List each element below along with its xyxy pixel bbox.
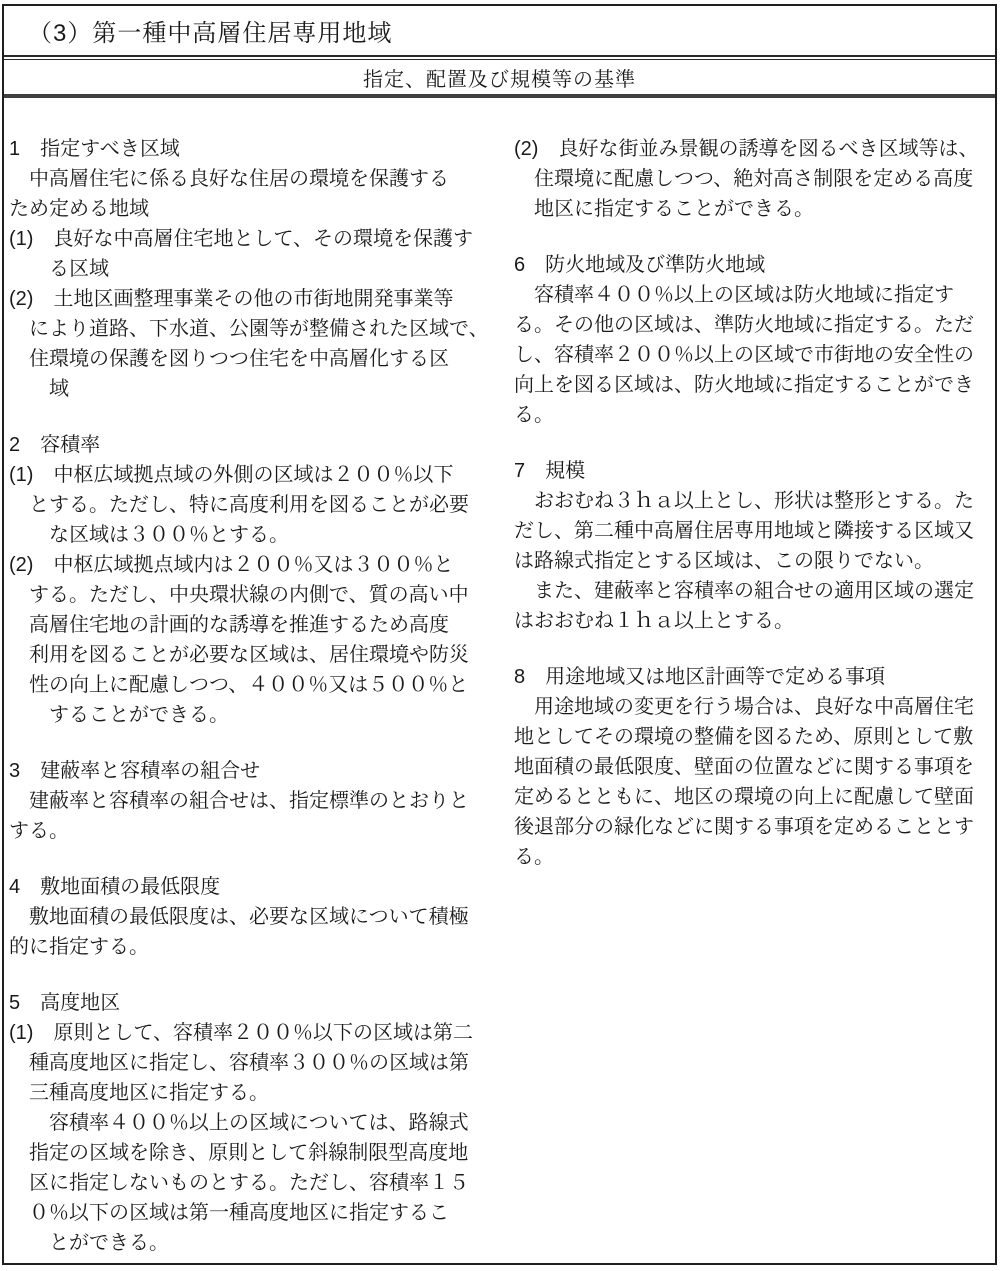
text-line: また、建蔽率と容積率の組合せの適用区域の選定 — [514, 580, 974, 602]
text-line: 6 防火地域及び準防火地域 — [514, 254, 766, 276]
text-line: 向上を図る区域は、防火地域に指定することができ — [514, 374, 974, 396]
text-line: な区域は３００％とする。 — [9, 524, 289, 546]
page-title: （3）第一種中高層住居専用地域 — [28, 20, 393, 47]
text-line: 建蔽率と容積率の組合せは、指定標準のとおりと — [9, 790, 469, 812]
text-line: する。ただし、中央環状線の内側で、質の高い中 — [9, 584, 469, 606]
text-line: 用途地域の変更を行う場合は、良好な中高層住宅 — [514, 696, 974, 718]
text-line: 地区に指定することができる。 — [514, 198, 814, 220]
text-line: 8 用途地域又は地区計画等で定める事項 — [514, 666, 886, 688]
text-line: 区に指定しないものとする。ただし、容積率１５ — [9, 1172, 469, 1194]
text-line: (1) 原則として、容積率２００％以下の区域は第二 — [9, 1022, 474, 1044]
text-line: 三種高度地区に指定する。 — [9, 1082, 269, 1104]
text-section — [9, 756, 507, 846]
text-line: により道路、下水道、公園等が整備された区域で、 — [9, 318, 489, 340]
left-column — [9, 134, 507, 1263]
text-line: る区域 — [9, 258, 109, 280]
text-section — [9, 430, 507, 730]
text-line: とができる。 — [9, 1232, 169, 1254]
header-bar — [4, 60, 995, 94]
text-section — [514, 134, 995, 224]
text-section — [9, 872, 507, 962]
text-line: (1) 中枢広域拠点域の外側の区域は２００％以下 — [9, 464, 454, 486]
text-line: 種高度地区に指定し、容積率３００％の区域は第 — [9, 1052, 469, 1074]
text-line: 高層住宅地の計画的な誘導を推進するため高度 — [9, 614, 449, 636]
text-line: とする。ただし、特に高度利用を図ることが必要 — [9, 494, 469, 516]
text-line: (1) 良好な中高層住宅地として、その環境を保護す — [9, 228, 474, 250]
text-section — [514, 250, 995, 430]
text-line: ため定める地域 — [9, 198, 149, 220]
text-line: (2) 中枢広域拠点域内は２００％又は３００％と — [9, 554, 454, 576]
text-line: はおおむね１ｈａ以上とする。 — [514, 610, 794, 632]
text-line: 容積率４００％以上の区域は防火地域に指定す — [514, 284, 954, 306]
text-line: 域 — [9, 378, 69, 400]
text-line: る。 — [514, 846, 554, 868]
text-line: 5 高度地区 — [9, 992, 121, 1014]
text-line: することができる。 — [9, 704, 229, 726]
text-section — [514, 662, 995, 872]
text-line: 地面積の最低限度、壁面の位置などに関する事項を — [514, 756, 974, 778]
text-section — [9, 134, 507, 404]
text-line: 1 指定すべき区域 — [9, 138, 180, 160]
text-line: 中高層住宅に係る良好な住居の環境を保護する — [9, 168, 449, 190]
title-bar — [4, 6, 995, 55]
text-line: は路線式指定とする区域は、この限りでない。 — [514, 550, 934, 572]
text-section — [9, 988, 507, 1258]
text-line: (2) 土地区画整理事業その他の市街地開発事業等 — [9, 288, 454, 310]
text-line: 3 建蔽率と容積率の組合せ — [9, 760, 261, 782]
text-line: 住環境に配慮しつつ、絶対高さ制限を定める高度 — [514, 168, 974, 190]
text-line: 指定の区域を除き、原則として斜線制限型高度地 — [9, 1142, 469, 1164]
text-line: る。 — [514, 404, 554, 426]
text-line: する。 — [9, 820, 69, 842]
text-line: 7 規模 — [514, 460, 586, 482]
text-line: (2) 良好な街並み景観の誘導を図るべき区域等は、 — [514, 138, 979, 160]
text-line: ０％以下の区域は第一種高度地区に指定するこ — [9, 1202, 449, 1224]
right-column — [507, 134, 995, 1263]
text-line: 容積率４００％以上の区域については、路線式 — [9, 1112, 469, 1134]
text-line: し、容積率２００％以上の区域で市街地の安全性の — [514, 344, 974, 366]
text-line: 2 容積率 — [9, 434, 101, 456]
document-body — [4, 98, 995, 1263]
document-frame — [2, 4, 997, 1265]
text-line: 4 敷地面積の最低限度 — [9, 876, 221, 898]
text-line: 後退部分の緑化などに関する事項を定めることとす — [514, 816, 974, 838]
text-line: 性の向上に配慮しつつ、４００％又は５００％と — [9, 674, 469, 696]
text-line: 定めるとともに、地区の環境の向上に配慮して壁面 — [514, 786, 974, 808]
text-line: 住環境の保護を図りつつ住宅を中高層化する区 — [9, 348, 449, 370]
text-line: 的に指定する。 — [9, 936, 149, 958]
text-line: おおむね３ｈａ以上とし、形状は整形とする。た — [514, 490, 974, 512]
text-line: 利用を図ることが必要な区域は、居住環境や防災 — [9, 644, 469, 666]
text-line: る。その他の区域は、準防火地域に指定する。ただ — [514, 314, 974, 336]
text-line: 敷地面積の最低限度は、必要な区域について積極 — [9, 906, 469, 928]
text-line: だし、第二種中高層住居専用地域と隣接する区域又 — [514, 520, 974, 542]
text-section — [514, 456, 995, 636]
text-line: 地としてその環境の整備を図るため、原則として敷 — [514, 726, 974, 748]
header-title: 指定、配置及び規模等の基準 — [363, 68, 636, 91]
